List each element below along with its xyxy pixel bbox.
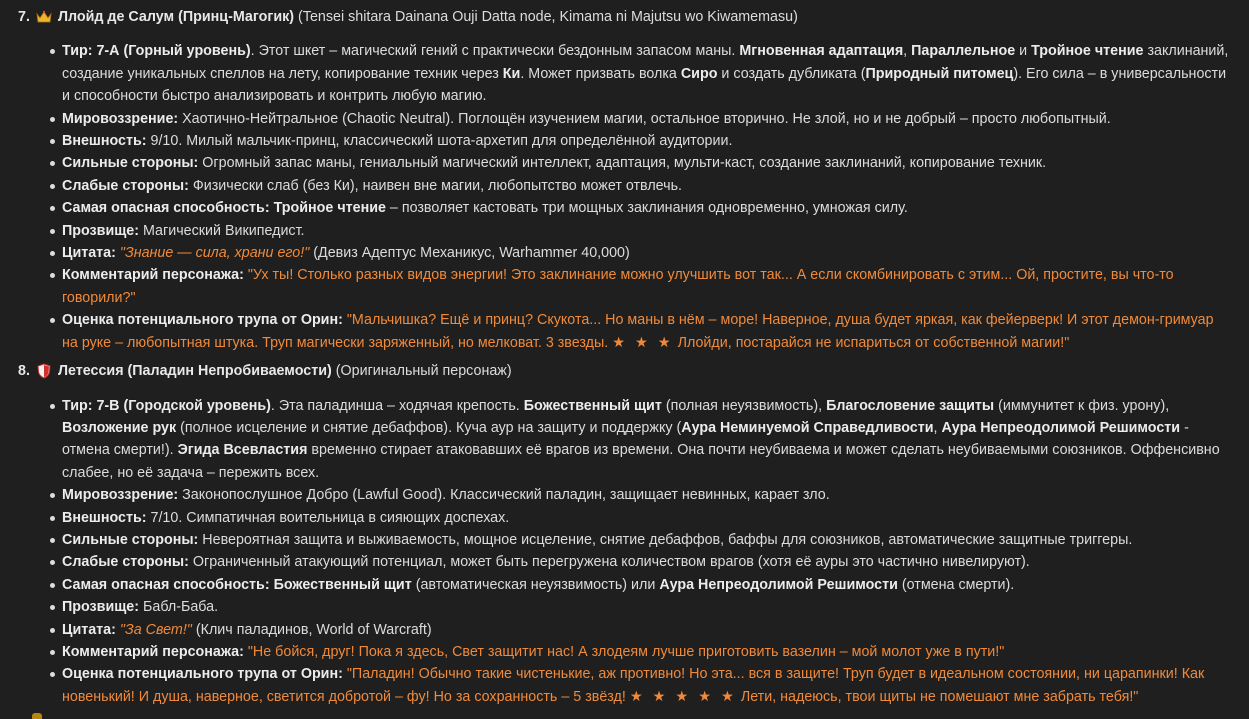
star-rating: ★ ★ ★ ★ ★ (629, 688, 737, 705)
list-item-nickname: Прозвище: Магический Википедист. (62, 220, 1232, 242)
list-item-comment: Комментарий персонажа: "Ух ты! Столько разных видов энергии! Это заклинание можно улучшить вот так... А если скомбинировать с этим... Ой, простите, вы что-то говорили?" (62, 264, 1232, 309)
character-origin: (Tensei shitara Dainana Ouji Datta node, Kimama ni Majutsu wo Kiwamemasu) (298, 9, 798, 25)
entry-number: 7. (18, 9, 30, 25)
character-name: Ллойд де Салум (Принц-Магогик) (57, 9, 295, 25)
list-item-nickname: Прозвище: Бабл-Баба. (62, 596, 1232, 618)
list-item-quote: Цитата: "Знание — сила, храни его!" (Девиз Адептус Механикус, Warhammer 40,000) (62, 242, 1232, 264)
list-item-appearance: Внешность: 9/10. Милый мальчик-принц, классический шота-архетип для определённой аудитории. (62, 130, 1232, 152)
shield-icon (36, 363, 52, 379)
list-item-rating: Оценка потенциального трупа от Орин: "Мальчишка? Ещё и принц? Скукота... Но маны в нём – море! Наверное, душа будет яркая, как фейерверк! И этот демон-гримуар на руке – любопытная штука. Труп магически заряженный, но мелковат. 3 звезды. ★ ★ ★ Ллойди, постарайся не испариться от собственной магии!" (62, 309, 1232, 354)
list-item-comment: Комментарий персонажа: "Не бойся, друг! Пока я здесь, Свет защитит нас! А злодеям лучше приготовить вазелин – мой молот уже в пути!" (62, 641, 1232, 663)
list-item-tier: Тир: 7-А (Горный уровень). Этот шкет – магический гений с практически бездонным запасом маны. Мгновенная адаптация, Параллельное и Тройное чтение заклинаний, создание уникальных спеллов на лету, копирование техник через Ки. Может призвать волка Сиро и создать дубликата (Природный питомец). Его сила – в универсальности и способности быстро анализировать и контрить любую магию. (62, 40, 1232, 107)
entry-number: 8. (18, 363, 30, 380)
entry-8-heading (18, 360, 1249, 382)
list-item-strengths: Сильные стороны: Огромный запас маны, гениальный магический интеллект, адаптация, мульти-каст, создание заклинаний, копирование техник. (62, 152, 1232, 174)
list-item-alignment: Мировоззрение: Законопослушное Добро (Lawful Good). Классический паладин, защищает невинных, карает зло. (62, 484, 1232, 506)
list-item-weaknesses: Слабые стороны: Физически слаб (без Ки), наивен вне магии, любопытство может отвлечь. (62, 175, 1232, 197)
star-rating: ★ ★ ★ (612, 334, 674, 351)
entry-7-heading (18, 6, 1249, 28)
crown-icon (36, 9, 52, 25)
list-item-alignment: Мировоззрение: Хаотично-Нейтральное (Chaotic Neutral). Поглощён изучением магии, остальное вторично. Не злой, но и не добрый – просто любопытный. (62, 108, 1232, 130)
entry-8-list (18, 395, 1232, 709)
list-item-rating: Оценка потенциального трупа от Орин: "Паладин! Обычно такие чистенькие, аж противно! Но эта... вся в защите! Труп будет в идеальном состоянии, ни царапинки! Как новенький! И душа, наверное, светится добротой – фу! Но за сохранность – 5 звёзд! ★ ★ ★ ★ ★ Лети, надеюсь, твои щиты не помешают мне забрать тебя!" (62, 663, 1232, 708)
list-item-strengths: Сильные стороны: Невероятная защита и выживаемость, мощное исцеление, снятие дебаффов, баффы для союзников, автоматические защитные триггеры. (62, 529, 1232, 551)
list-item-danger: Самая опасная способность: Тройное чтение – позволяет кастовать три мощных заклинания одновременно, умножая силу. (62, 197, 1232, 219)
list-item-appearance: Внешность: 7/10. Симпатичная воительница в сияющих доспехах. (62, 507, 1232, 529)
list-item-danger: Самая опасная способность: Божественный щит (автоматическая неуязвимость) или Аура Непреодолимой Решимости (отмена смерти). (62, 574, 1232, 596)
character-name: Летессия (Паладин Непробиваемости) (57, 363, 332, 380)
list-item-weaknesses: Слабые стороны: Ограниченный атакующий потенциал, может быть перегружена количеством врагов (хотя её ауры это частично нивелируют). (62, 551, 1232, 573)
list-item-quote: Цитата: "За Свет!" (Клич паладинов, World of Warcraft) (62, 619, 1232, 641)
list-item-tier: Тир: 7-В (Городской уровень). Эта паладинша – ходячая крепость. Божественный щит (полная неуязвимость), Благословение защиты (иммунитет к физ. урону), Возложение рук (полное исцеление и снятие дебаффов). Куча аур на защиту и поддержку (Аура Неминуемой Справедливости, Аура Непреодолимой Решимости - отмена смерти!). Эгида Всевластия временно стирает атаковавших её врагов из времени. Она почти неубиваема и может сделать неубиваемыми союзников. Оффенсивно слабее, но её задача – пережить всех. (62, 395, 1232, 485)
character-origin: (Оригинальный персонаж) (335, 363, 512, 380)
next-entry-emoji-icon (32, 713, 42, 719)
entry-7-list (18, 40, 1232, 354)
